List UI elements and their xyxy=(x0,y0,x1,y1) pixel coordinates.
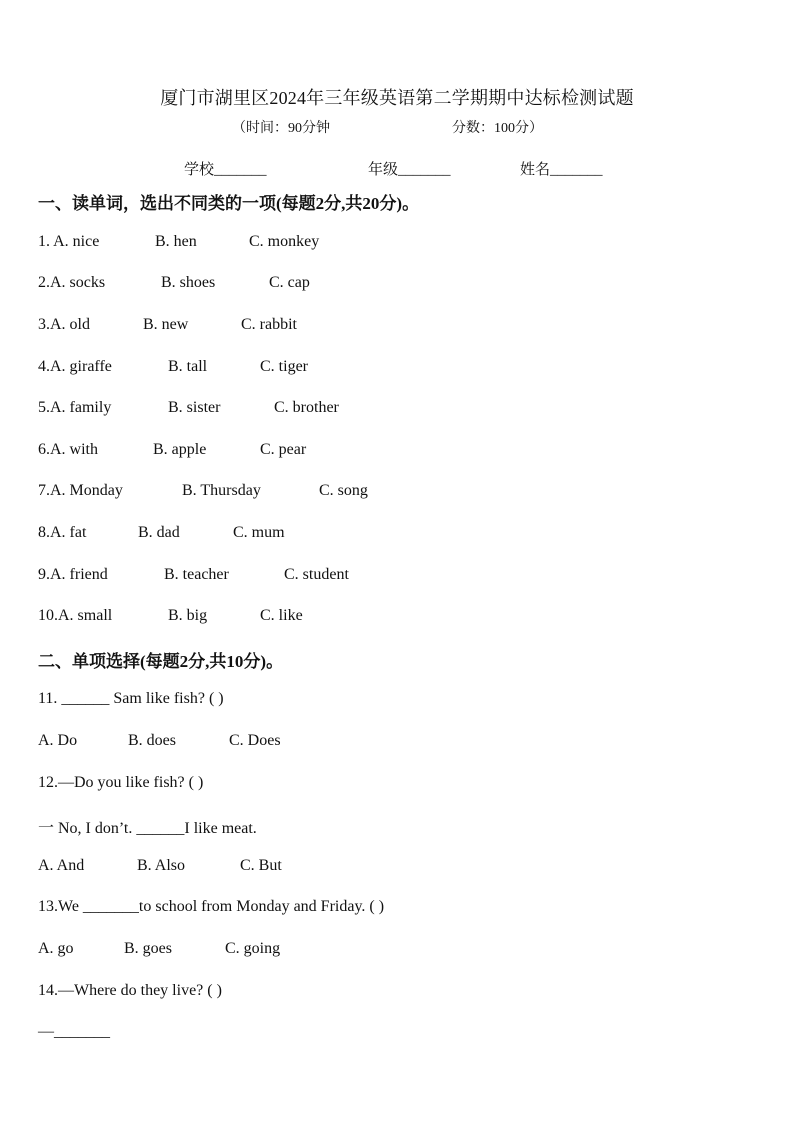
section-1-heading: 一、读单词，选出不同类的一项(每题2分,共20分)。 xyxy=(38,194,420,213)
option-b: B. tall xyxy=(168,358,208,375)
section-2-heading: 二、单项选择(每题2分,共10分)。 xyxy=(38,652,284,671)
option-a: 8.A. fat xyxy=(38,524,87,541)
option-a: A. And xyxy=(38,857,85,874)
question-12: 12.—Do you like fish? ( ) xyxy=(38,774,204,791)
option-b: B. big xyxy=(168,607,208,624)
option-a: A. Do xyxy=(38,732,78,749)
question-14-response: —_______ xyxy=(38,1023,110,1040)
option-b: B. Also xyxy=(137,857,186,874)
option-b: B. Thursday xyxy=(182,482,261,499)
option-c: C. student xyxy=(284,566,349,583)
option-c: C. But xyxy=(240,857,282,874)
name-field: 姓名_______ xyxy=(520,162,603,178)
exam-score: 分数：100分） xyxy=(452,121,543,136)
option-b: B. apple xyxy=(153,441,207,458)
option-b: B. new xyxy=(143,316,189,333)
option-c: C. cap xyxy=(269,274,310,291)
option-c: C. tiger xyxy=(260,358,308,375)
option-b: B. dad xyxy=(138,524,180,541)
option-b: B. teacher xyxy=(164,566,229,583)
option-a: A. go xyxy=(38,940,74,957)
option-a: 7.A. Monday xyxy=(38,482,123,499)
exam-time: （时间：90分钟 xyxy=(232,121,330,136)
question-13: 13.We _______to school from Monday and Friday. ( ) xyxy=(38,898,385,915)
option-b: B. goes xyxy=(124,940,172,957)
option-b: B. shoes xyxy=(161,274,216,291)
option-c: C. like xyxy=(260,607,303,624)
option-a: 9.A. friend xyxy=(38,566,108,583)
option-a: 4.A. giraffe xyxy=(38,358,112,375)
option-a: 6.A. with xyxy=(38,441,98,458)
option-c: C. going xyxy=(225,940,281,957)
option-c: C. rabbit xyxy=(241,316,297,333)
option-b: B. does xyxy=(128,732,176,749)
question-11: 11. ______ Sam like fish? ( ) xyxy=(38,690,224,707)
option-b: B. sister xyxy=(168,399,221,416)
option-c: C. pear xyxy=(260,441,307,458)
option-c: C. mum xyxy=(233,524,285,541)
page-title: 厦门市湖里区2024年三年级英语第二学期期中达标检测试题 xyxy=(160,88,634,108)
question-12-response: 一 No, I don’t. ______I like meat. xyxy=(38,820,257,837)
grade-field: 年级_______ xyxy=(368,162,451,178)
school-field: 学校_______ xyxy=(184,162,267,178)
option-a: 5.A. family xyxy=(38,399,112,416)
option-b: B. hen xyxy=(155,233,197,250)
option-c: C. brother xyxy=(274,399,339,416)
option-a: 3.A. old xyxy=(38,316,90,333)
option-c: C. Does xyxy=(229,732,281,749)
option-a: 1. A. nice xyxy=(38,233,100,250)
option-c: C. monkey xyxy=(249,233,320,250)
option-c: C. song xyxy=(319,482,368,499)
question-14: 14.—Where do they live? ( ) xyxy=(38,982,222,999)
option-a: 2.A. socks xyxy=(38,274,106,291)
option-a: 10.A. small xyxy=(38,607,113,624)
